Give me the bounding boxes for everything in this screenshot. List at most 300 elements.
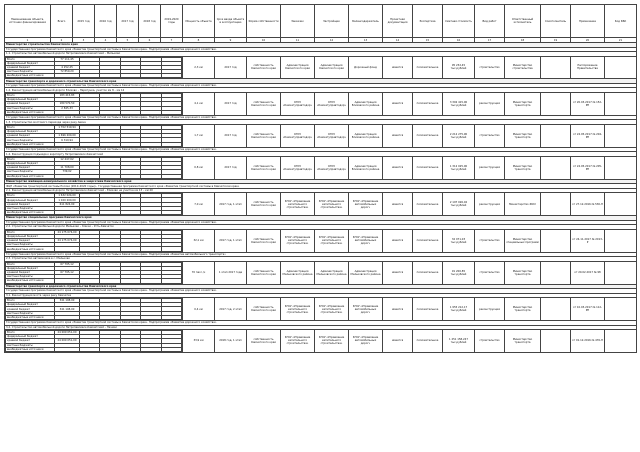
object-power: 1,7 км — [183, 124, 215, 147]
finance-block — [5, 124, 183, 147]
finance-label: федеральный бюджет — [6, 234, 55, 238]
finance-year-cell — [141, 74, 161, 78]
subprogram-title: 3.1. Реконструкция моста через реку Камчатка — [5, 293, 637, 298]
object-builder: КГКУ «Управление капитального строительства» — [315, 330, 349, 353]
subprogram-title: 3.2. Строительство автомобильной дороги Петропавловск-Камчатский – Начики — [5, 325, 637, 330]
finance-value: 24 175 074,00 — [55, 230, 80, 234]
object-customer: КГКУ «Управление капитального строительства» — [281, 193, 315, 216]
object-row — [5, 298, 637, 321]
subprogram-title: 2.3. Строительство автовокзала в с. Мильково — [5, 257, 637, 262]
object-coexec — [541, 261, 571, 284]
finance-year-cell — [80, 315, 100, 319]
object-kbk — [605, 156, 637, 179]
finance-label: местные бюджеты — [6, 206, 55, 210]
object-ownership: собственность Камчатского края — [247, 92, 281, 115]
finance-table — [5, 330, 182, 352]
finance-label: федеральный бюджет — [6, 130, 55, 134]
finance-row — [6, 110, 182, 114]
object-coexec — [541, 124, 571, 147]
finance-year-cell — [161, 347, 181, 351]
object-power: 33,9 км — [183, 330, 215, 353]
object-coexec — [541, 193, 571, 216]
object-ownership: собственность Камчатского края — [247, 261, 281, 284]
finance-row — [6, 315, 182, 319]
object-resp: Министерство специальных программ — [505, 229, 541, 252]
finance-table — [5, 93, 182, 115]
object-kbk — [605, 193, 637, 216]
finance-year-cell — [100, 279, 120, 283]
finance-row — [6, 279, 182, 283]
finance-label: Всего — [6, 125, 55, 129]
column-number: 15 — [413, 38, 443, 43]
object-work: строительство — [475, 261, 505, 284]
object-customer: КГКУ «Камчатуправтодор» — [281, 124, 315, 147]
finance-value — [55, 347, 80, 351]
object-term: 2017 год — [215, 124, 247, 147]
object-customer: КГКУ «Управление капитального строительства» — [281, 298, 315, 321]
object-doc: имеется — [383, 261, 413, 284]
object-note: от 24.05.2017 № 205-РП — [571, 156, 605, 179]
object-holder: КГКУ «Управление автомобильных дорог» — [349, 193, 383, 216]
object-holder: Администрация Елизовского района — [349, 92, 383, 115]
object-expert: положительное — [413, 156, 443, 179]
object-resp: Министерство транспорта — [505, 298, 541, 321]
object-builder: КГКУ «Управление капитального строительства» — [315, 298, 349, 321]
finance-year-cell — [80, 211, 100, 215]
object-coexec — [541, 229, 571, 252]
finance-value: 12 447,02 — [55, 157, 80, 161]
column-number: 2 — [51, 38, 73, 43]
finance-year-cell — [120, 142, 140, 146]
subprogram-title: 2.2. Строительство автомобильной дороги Мильково – Ключи – Усть-Камчатск — [5, 225, 637, 230]
finance-year-cell — [120, 247, 140, 251]
finance-block — [5, 298, 183, 321]
section-title: Министерство строительства Камчатского края — [5, 43, 637, 48]
object-ownership: собственность Камчатского края — [247, 124, 281, 147]
object-doc: имеется — [383, 92, 413, 115]
object-coexec — [541, 298, 571, 321]
finance-year-cell — [161, 174, 181, 178]
object-work: реконструкция — [475, 92, 505, 115]
finance-year-cell — [141, 279, 161, 283]
finance-year-cell — [80, 247, 100, 251]
finance-label: Всего — [6, 194, 55, 198]
object-holder: Администрация Елизовского района — [349, 156, 383, 179]
finance-label: местные бюджеты — [6, 243, 55, 247]
finance-label: краевой бюджет — [6, 239, 55, 243]
finance-value: 611 824,00 — [55, 202, 80, 206]
object-customer: КГКУ «Камчатуправтодор» — [281, 156, 315, 179]
subprogram-title: 1.2. Реконструкция автомобильной дороги Елизово – Паратунка, участок км 8 – км 12 — [5, 88, 637, 93]
object-kbk — [605, 261, 637, 284]
finance-year-cell — [141, 174, 161, 178]
program-title: Государственная программа Камчатского края «Развитие транспортной системы в Камчатском крае». Подпрограмма «Развитие дорожного хозяйства» — [5, 47, 637, 52]
object-holder: КГКУ «Управление автомобильных дорог» — [349, 330, 383, 353]
column-header: Сметная стоимость — [443, 5, 475, 38]
finance-year-cell — [80, 174, 100, 178]
column-number: 7 — [161, 38, 183, 43]
finance-table — [5, 230, 182, 252]
object-customer: КГКУ «Управление капитального строительства» — [281, 229, 315, 252]
object-power: 2,3 км — [183, 56, 215, 79]
object-resp: Министерство транспорта — [505, 330, 541, 353]
column-header: Наименование объекта, источник финансирования — [5, 5, 51, 38]
program-title: Государственная программа Камчатского края «Развитие транспортной системы в Камчатском крае». Подпрограмма «Развитие дорожного хозяйства» — [5, 321, 637, 326]
finance-value: 1 632 024,00 — [55, 194, 80, 198]
object-resp: Министерство транспорта — [505, 92, 541, 115]
finance-value: 24 009 051,00 — [55, 339, 80, 343]
document-sheet — [4, 4, 636, 353]
finance-table — [5, 157, 182, 179]
finance-year-cell — [120, 174, 140, 178]
object-doc: имеется — [383, 193, 413, 216]
object-builder: КГКУ «Камчатуправтодор» — [315, 124, 349, 147]
object-work: строительство — [475, 56, 505, 79]
finance-label: местные бюджеты — [6, 70, 55, 74]
finance-year-cell — [161, 279, 181, 283]
finance-block — [5, 156, 183, 179]
finance-year-cell — [100, 211, 120, 215]
finance-block — [5, 229, 183, 252]
finance-year-cell — [80, 347, 100, 351]
subprogram-title: 2.1. Реконструкция автомобильной дороги Петропавловск-Камчатский – Елизово на участке км 13 – км 20 — [5, 188, 637, 193]
finance-value: 24 175 074,00 — [55, 239, 80, 243]
object-row — [5, 124, 637, 147]
column-header: Всего — [51, 5, 73, 38]
object-work: реконструкция — [475, 193, 505, 216]
finance-year-cell — [161, 315, 181, 319]
object-row — [5, 92, 637, 115]
finance-label: краевой бюджет — [6, 134, 55, 138]
object-row — [5, 156, 637, 179]
finance-label: внебюджетные источники — [6, 347, 55, 351]
finance-table — [5, 125, 182, 147]
object-customer: КГКУ «Камчатуправтодор» — [281, 92, 315, 115]
object-term: 2017 год — [215, 156, 247, 179]
object-cost: 3 302 415,00 тыс.рублей — [443, 92, 475, 115]
finance-year-cell — [100, 247, 120, 251]
finance-value — [55, 279, 80, 283]
section-title: Министерство транспорта и дорожного строительства Камчатского края — [5, 79, 637, 84]
finance-value: 180 570,50 — [55, 102, 80, 106]
column-number: 6 — [139, 38, 161, 43]
object-resp: Министерство транспорта — [505, 156, 541, 179]
object-cost: 91 200,85 тыс.рублей — [443, 261, 475, 284]
object-kbk — [605, 92, 637, 115]
finance-label: Всего — [6, 57, 55, 61]
finance-row — [6, 247, 182, 251]
object-resp: Министерство транспорта — [505, 261, 541, 284]
object-row — [5, 193, 637, 216]
column-number: 18 — [505, 38, 541, 43]
column-header: Балансодержатель — [349, 5, 383, 38]
object-power: 70 пасс./ч — [183, 261, 215, 284]
object-kbk — [605, 229, 637, 252]
column-header: 2016 год — [95, 5, 117, 38]
object-builder: КГКУ «Камчатуправтодор» — [315, 92, 349, 115]
finance-label: внебюджетные источники — [6, 279, 55, 283]
finance-value: 77 111,45 — [55, 57, 80, 61]
finance-year-cell — [100, 174, 120, 178]
object-holder: Дорожный фонд — [349, 56, 383, 79]
column-number: 14 — [383, 38, 413, 43]
finance-label: внебюджетные источники — [6, 174, 55, 178]
finance-value: 1 702 519,94 — [55, 125, 80, 129]
finance-label: федеральный бюджет — [6, 61, 55, 65]
finance-year-cell — [80, 74, 100, 78]
object-work: реконструкция — [475, 156, 505, 179]
column-header: Заказчик — [281, 5, 315, 38]
finance-label: внебюджетные источники — [6, 211, 55, 215]
object-power: 0,4 км — [183, 298, 215, 321]
finance-block — [5, 261, 183, 284]
object-holder: КГКУ «Управление автомобильных дорог» — [349, 298, 383, 321]
column-number: 3 — [73, 38, 95, 43]
finance-year-cell — [161, 142, 181, 146]
object-expert: положительное — [413, 193, 443, 216]
finance-value: 183 415,83 — [55, 93, 80, 97]
object-note: от 20.03.2017 № 152-РП — [571, 92, 605, 115]
column-number: 1 — [5, 38, 51, 43]
finance-value — [55, 315, 80, 319]
finance-value: 24 009 051,00 — [55, 331, 80, 335]
column-header: 2018 год — [139, 5, 161, 38]
finance-value: 6 319,94 — [55, 138, 80, 142]
finance-block — [5, 330, 183, 353]
finance-year-cell — [120, 315, 140, 319]
object-note: от 24.11.2017 № 2013-Р — [571, 229, 605, 252]
object-work: реконструкция — [475, 298, 505, 321]
object-holder: КГКУ «Управление автомобильных дорог» — [349, 229, 383, 252]
header-row — [5, 5, 637, 38]
object-note: от 01.12.2016 № 476-П — [571, 330, 605, 353]
finance-label: федеральный бюджет — [6, 98, 55, 102]
object-term: 2017 год, 2 этап — [215, 298, 247, 321]
finance-year-cell — [161, 74, 181, 78]
object-power: 4,1 км — [183, 92, 215, 115]
column-header: Вид работ — [475, 5, 505, 38]
object-expert: положительное — [413, 124, 443, 147]
object-term: 1 этап 2017 года — [215, 261, 247, 284]
finance-label: внебюджетные источники — [6, 142, 55, 146]
object-resp: Министерство строительства — [505, 56, 541, 79]
object-term: 2017 год, 1 этап — [215, 229, 247, 252]
finance-label: краевой бюджет — [6, 166, 55, 170]
finance-year-cell — [141, 247, 161, 251]
finance-label: краевой бюджет — [6, 202, 55, 206]
finance-label: краевой бюджет — [6, 307, 55, 311]
finance-block — [5, 92, 183, 115]
finance-block — [5, 193, 183, 216]
object-work: строительство — [475, 124, 505, 147]
program-title: Государственная программа Камчатского края «Развитие транспортной системы в Камчатском крае». Подпрограмма «Развитие дорожного хозяйства» — [5, 147, 637, 152]
column-header: Застройщик — [315, 5, 349, 38]
finance-year-cell — [120, 279, 140, 283]
finance-label: федеральный бюджет — [6, 162, 55, 166]
section-title: Министерство жилищно-коммунального хозяйства и энергетики Камчатского края — [5, 179, 637, 184]
finance-year-cell — [80, 110, 100, 114]
finance-value — [55, 74, 80, 78]
finance-year-cell — [161, 110, 181, 114]
finance-year-cell — [120, 110, 140, 114]
column-number: 10 — [247, 38, 281, 43]
object-cost: 95 232,45 тыс.рублей — [443, 56, 475, 79]
column-number: 21 — [605, 38, 637, 43]
program-title: ФЦП «Развитие транспортной системы России (2010–2020 годы)». Государственная программа Камчатского края «Развитие транспортной системы в Камчатском крае» — [5, 184, 637, 189]
object-work: строительство — [475, 330, 505, 353]
object-holder: Администрация Елизовского района — [349, 124, 383, 147]
object-kbk — [605, 298, 637, 321]
finance-label: Всего — [6, 157, 55, 161]
column-number: 5 — [117, 38, 139, 43]
column-header: Примечание — [571, 5, 605, 38]
object-ownership: собственность Камчатского края — [247, 229, 281, 252]
object-kbk — [605, 56, 637, 79]
column-header: Срок ввода объекта в эксплуатацию — [215, 5, 247, 38]
finance-row — [6, 174, 182, 178]
finance-year-cell — [120, 347, 140, 351]
finance-value: 2 845,33 — [55, 106, 80, 110]
finance-value: 341 108,00 — [55, 307, 80, 311]
finance-label: внебюджетные источники — [6, 247, 55, 251]
column-number: 13 — [349, 38, 383, 43]
finance-year-cell — [100, 110, 120, 114]
column-number: 16 — [443, 38, 475, 43]
finance-block — [5, 56, 183, 79]
finance-value — [55, 247, 80, 251]
finance-value: 341 108,00 — [55, 299, 80, 303]
column-number: 9 — [215, 38, 247, 43]
subprogram-title: 1.1. Строительство автомобильной дороги Петропавловск-Камчатский – Мильково — [5, 52, 637, 57]
object-coexec — [541, 92, 571, 115]
column-header: Ответственный исполнитель — [505, 5, 541, 38]
finance-label: местные бюджеты — [6, 138, 55, 142]
finance-year-cell — [141, 142, 161, 146]
column-header: Мощность объекта — [183, 5, 215, 38]
column-header: Проектная документация — [383, 5, 413, 38]
object-power: 32,1 км — [183, 229, 215, 252]
column-number: 20 — [571, 38, 605, 43]
finance-label: краевой бюджет — [6, 65, 55, 69]
finance-value: 11 708,00 — [55, 166, 80, 170]
finance-label: краевой бюджет — [6, 339, 55, 343]
object-resp: Министерство ЖКХ — [505, 193, 541, 216]
finance-label: Всего — [6, 262, 55, 266]
object-doc: имеется — [383, 56, 413, 79]
object-power: 7,0 км — [183, 193, 215, 216]
object-kbk — [605, 330, 637, 353]
object-cost: 2 212 275,90 тыс.рублей — [443, 124, 475, 147]
program-title: Государственная программа Камчатского края «Развитие транспортной системы в Камчатском крае». Подпрограмма «Развитие дорожного хозяйства» — [5, 220, 637, 225]
object-ownership: собственность Камчатского края — [247, 330, 281, 353]
finance-year-cell — [141, 315, 161, 319]
section-title: Министерство специальных программ Камчатского края — [5, 216, 637, 221]
finance-label: местные бюджеты — [6, 170, 55, 174]
finance-value: 4 252,25 — [55, 65, 80, 69]
object-builder: КГКУ «Управление капитального строительства» — [315, 193, 349, 216]
object-doc: имеется — [383, 124, 413, 147]
finance-year-cell — [141, 110, 161, 114]
finance-label: внебюджетные источники — [6, 110, 55, 114]
object-cost: 1 312 025,00 тыс.рублей — [443, 156, 475, 179]
finance-year-cell — [141, 347, 161, 351]
column-number: 12 — [315, 38, 349, 43]
object-expert: положительное — [413, 229, 443, 252]
column-number: 11 — [281, 38, 315, 43]
finance-value: 739,02 — [55, 170, 80, 174]
column-number: 8 — [183, 38, 215, 43]
program-title: Государственная программа Камчатского края «Развитие транспортной системы в Камчатском крае». Подпрограмма «Развитие дорожного хозяйства» — [5, 83, 637, 88]
finance-label: Всего — [6, 299, 55, 303]
finance-value — [55, 174, 80, 178]
object-cost: 1 955 212,17 тыс.рублей — [443, 298, 475, 321]
column-header: 2017 год — [117, 5, 139, 38]
program-title: Государственная программа Камчатского края «Развитие транспортной системы в Камчатском крае». Подпрограмма «Развитие автомобильного транспорта» — [5, 252, 637, 257]
object-expert: положительное — [413, 330, 443, 353]
object-expert: положительное — [413, 56, 443, 79]
column-header: Форма собственности — [247, 5, 281, 38]
finance-label: местные бюджеты — [6, 106, 55, 110]
object-builder: Администрация Мильковского района — [315, 261, 349, 284]
object-doc: имеется — [383, 156, 413, 179]
table-body — [5, 43, 637, 353]
object-builder: КГКУ «Камчатуправтодор» — [315, 156, 349, 179]
program-title: Государственная программа Камчатского края «Развитие транспортной системы в Камчатском крае». Подпрограмма «Развитие дорожного хозяйства» — [5, 289, 637, 294]
finance-label: краевой бюджет — [6, 271, 55, 275]
object-doc: имеется — [383, 298, 413, 321]
finance-label: внебюджетные источники — [6, 74, 55, 78]
object-ownership: собственность Камчатского края — [247, 298, 281, 321]
object-expert: положительное — [413, 92, 443, 115]
object-term: 2017 год — [215, 56, 247, 79]
object-customer: Администрация Мильковского района — [281, 261, 315, 284]
object-row — [5, 261, 637, 284]
column-number: 17 — [475, 38, 505, 43]
object-power: 0,8 км — [183, 156, 215, 179]
object-coexec — [541, 56, 571, 79]
finance-year-cell — [161, 247, 181, 251]
finance-year-cell — [141, 211, 161, 215]
object-expert: положительное — [413, 298, 443, 321]
program-title: Государственная программа Камчатского края «Развитие транспортной системы в Камчатском крае». Подпрограмма «Развитие дорожного хозяйства» — [5, 115, 637, 120]
finance-value — [55, 142, 80, 146]
object-doc: имеется — [383, 229, 413, 252]
object-doc: имеется — [383, 330, 413, 353]
finance-value: 1 020 200,00 — [55, 198, 80, 202]
finance-label: федеральный бюджет — [6, 303, 55, 307]
finance-value: 67 795,12 — [55, 271, 80, 275]
finance-label: внебюджетные источники — [6, 315, 55, 319]
object-row — [5, 330, 637, 353]
column-number: 19 — [541, 38, 571, 43]
finance-label: федеральный бюджет — [6, 266, 55, 270]
finance-value — [55, 110, 80, 114]
object-note: от 27.12.2016 № 530-П — [571, 193, 605, 216]
object-term: 2018 год, 1 этап — [215, 330, 247, 353]
object-row — [5, 56, 637, 79]
column-header: Экспертиза — [413, 5, 443, 38]
section-title: Министерство транспорта и дорожного строительства Камчатского края — [5, 284, 637, 289]
column-header: Соисполнитель — [541, 5, 571, 38]
finance-label: федеральный бюджет — [6, 335, 55, 339]
investment-table — [4, 4, 637, 353]
object-term: 2017 год, 1 этап — [215, 193, 247, 216]
finance-table — [5, 193, 182, 215]
object-note: от 10.03.2017 № 112-РП — [571, 298, 605, 321]
object-row — [5, 229, 637, 252]
finance-label: местные бюджеты — [6, 343, 55, 347]
finance-row — [6, 74, 182, 78]
